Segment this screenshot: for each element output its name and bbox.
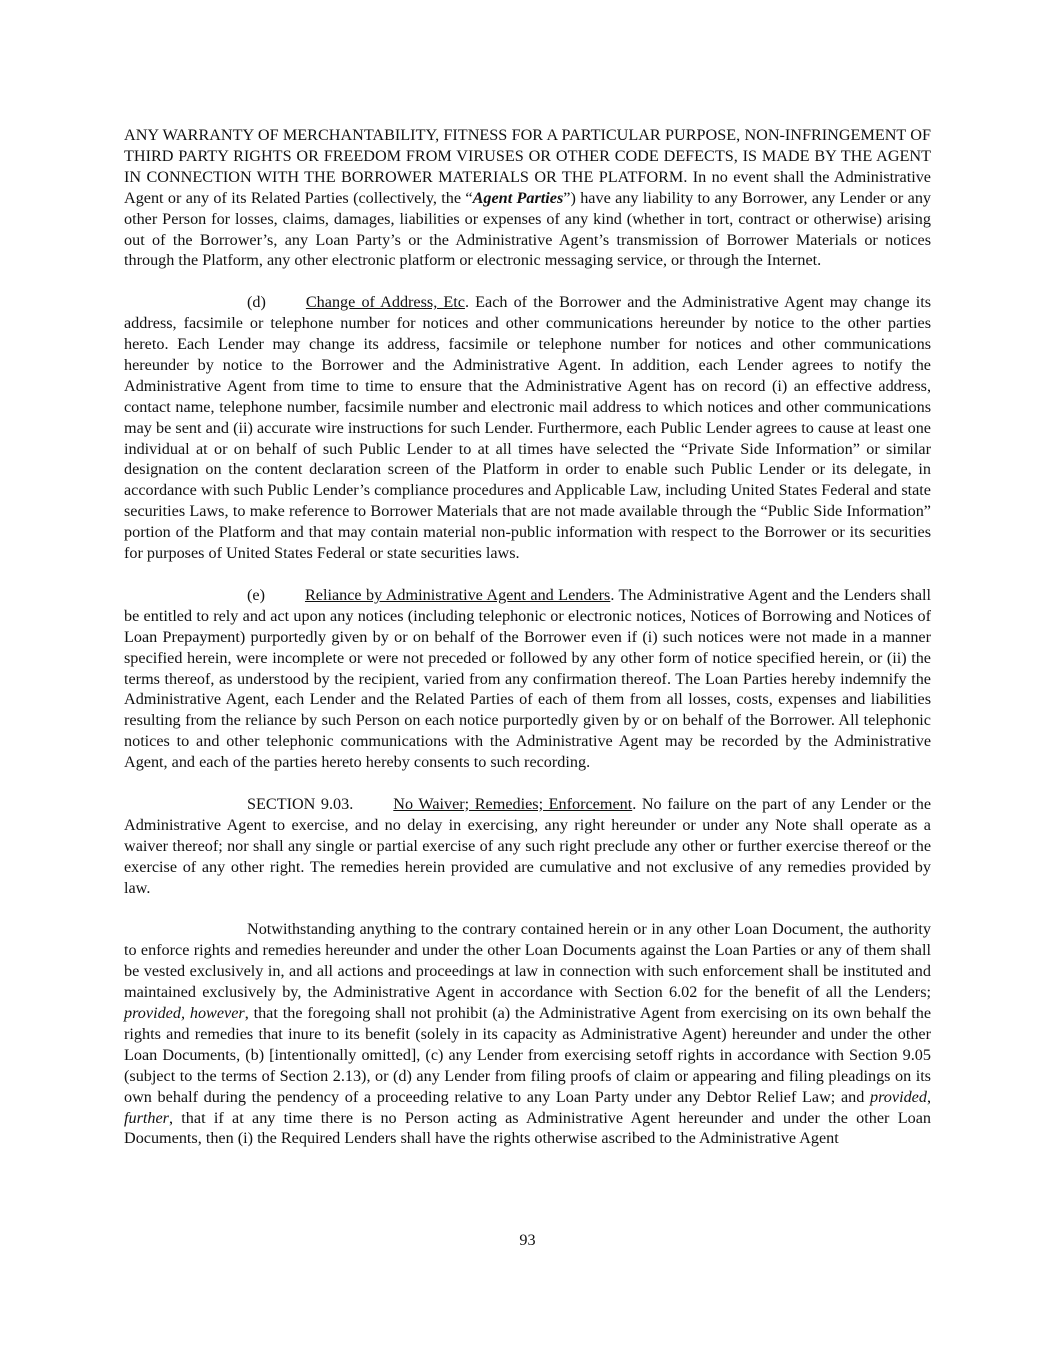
section-903-text: . No failure on the part of any Lender or the Administrative Agent to exercise, and no delay in exercising, any right hereunder or under any Note shall operate as a waiver thereof; nor shall any single or partial exercise of any such right preclude any other or further exercise thereof or the exercise of any other right. The remedies herein provided are cumulative and not exclusive of any remedies provided by law. (124, 794, 932, 897)
change-of-address-paragraph (124, 292, 931, 564)
document-page (124, 125, 931, 1170)
reliance-text: . The Administrative Agent and the Lenders shall be entitled to rely and act upon any notices (including telephonic or electronic notices, Notices of Borrowing and Notices of Loan Prepayment) purportedly given by or on behalf of the Borrower even if (i) such notices were not made in a manner specified herein, were incomplete or were not preceded or followed by any other form of notice specified herein, or (ii) the terms thereof, as understood by the recipient, varied from any confirmation thereof. The Loan Parties hereby indemnify the Administrative Agent, each Lender and the Related Parties of each of them from all losses, costs, expenses and liabilities resulting from the reliance by such Person on each notice purportedly given by or on behalf of the Borrower. All telephonic notices to and other telephonic communications with the Administrative Agent may be recorded by the Administrative Agent, and each of the parties hereto hereby consents to such recording. (124, 585, 931, 772)
change-of-address-heading: Change of Address, Etc (305, 293, 465, 312)
clause-e-label: (e) (247, 585, 265, 604)
section-903-paragraph (124, 794, 931, 899)
agent-parties-term: Agent Parties (472, 188, 564, 207)
notwithstanding-text-b: , that the foregoing shall not prohibit (a) the Administrative Agent from exercising on its own behalf the rights and remedies that inure to its benefit (solely in its capacity as Administrative Agent) hereunder and under the other Loan Documents, (b) [intentionally omitted], (c) any Lender from exercising setoff rights in accordance with Section 9.05 (subject to the terms of Section 2.13), or (d) any Lender from filing proofs of claim or appearing and filing pleadings on its own behalf during the pendency of a proceeding relative to any Loan Party under any Debtor Relief Law; and (124, 1004, 932, 1106)
section-903-label: SECTION 9.03. (247, 794, 354, 813)
reliance-heading: Reliance by Administrative Agent and Lenders (304, 585, 611, 604)
notwithstanding-paragraph (124, 919, 931, 1149)
provided-term: provided (870, 1087, 927, 1106)
notwithstanding-text-c: , (926, 1087, 931, 1106)
provided-however-term: provided, however (124, 1004, 245, 1022)
further-term: further (124, 1108, 169, 1127)
section-903-heading: No Waiver; Remedies; Enforcement (393, 794, 633, 813)
disclaimer-text-b: ”) have any liability to any Borrower, any Lender or any other Person for losses, claims, damages, liabilities or expenses of any kind (whether in tort, contract or otherwise) arising out of the Borrower’s, any Loan Party’s or the Administrative Agent’s transmission of Borrower Materials or notices through the Platform, any other electronic platform or electronic messaging service, or through the Internet. (124, 188, 932, 270)
notwithstanding-text-a: Notwithstanding anything to the contrary contained herein or in any other Loan Document, the authority to enforce rights and remedies hereunder and under the other Loan Documents against the Loan Parties or any of them shall be vested exclusively in, and all actions and proceedings at law in connection with such enforcement shall be instituted and maintained exclusively by, the Administrative Agent in accordance with Section 6.02 for the benefit of all the Lenders; (124, 920, 931, 1002)
page-number: 93 (519, 1231, 536, 1249)
change-of-address-text: . Each of the Borrower and the Administrative Agent may change its address, facsimile or telephone number for notices and other communications hereunder by notice to the other parties hereto. Each Lender may change its address, facsimile or telephone number for notices and other communications hereunder by notice to the Borrower and the Administrative Agent. In addition, each Lender agrees to notify the Administrative Agent from time to time to ensure that the Administrative Agent has on record (i) an effective address, contact name, telephone number, facsimile number and electronic mail address to which notices and other communications may be sent and (ii) accurate wire instructions for such Lender. Furthermore, each Public Lender agrees to cause at least one individual at or on behalf of such Public Lender to at all times have selected the “Private Side Information” or similar designation on the content declaration screen of the Platform in order to enable such Public Lender or its delegate, in accordance with such Public Lender’s compliance procedures and Applicable Law, including United States Federal and state securities Laws, to make reference to Borrower Materials that are not made available through the “Public Side Information” portion of the Platform and that may contain material non-public information with respect to the Borrower or its securities for purposes of United States Federal or state securities laws. (124, 293, 931, 563)
disclaimer-text-a: ANY WARRANTY OF MERCHANTABILITY, FITNESS FOR A PARTICULAR PURPOSE, NON-INFRINGEMENT OF THIRD PARTY RIGHTS OR FREEDOM FROM VIRUSES OR OTHER CODE DEFECTS, IS MADE BY THE AGENT IN CONNECTION WITH THE BORROWER MATERIALS OR THE PLATFORM. In no event shall the Administrative Agent or any of its Related Parties (collectively, the “ (124, 126, 931, 207)
reliance-paragraph (124, 585, 931, 773)
notwithstanding-text-d: , that if at any time there is no Person acting as Administrative Agent hereunder and under the other Loan Documents, then (i) the Required Lenders shall have the rights otherwise ascribed to the Administrative Agent (124, 1108, 931, 1148)
clause-d-label: (d) (247, 293, 266, 312)
disclaimer-paragraph (124, 125, 931, 271)
